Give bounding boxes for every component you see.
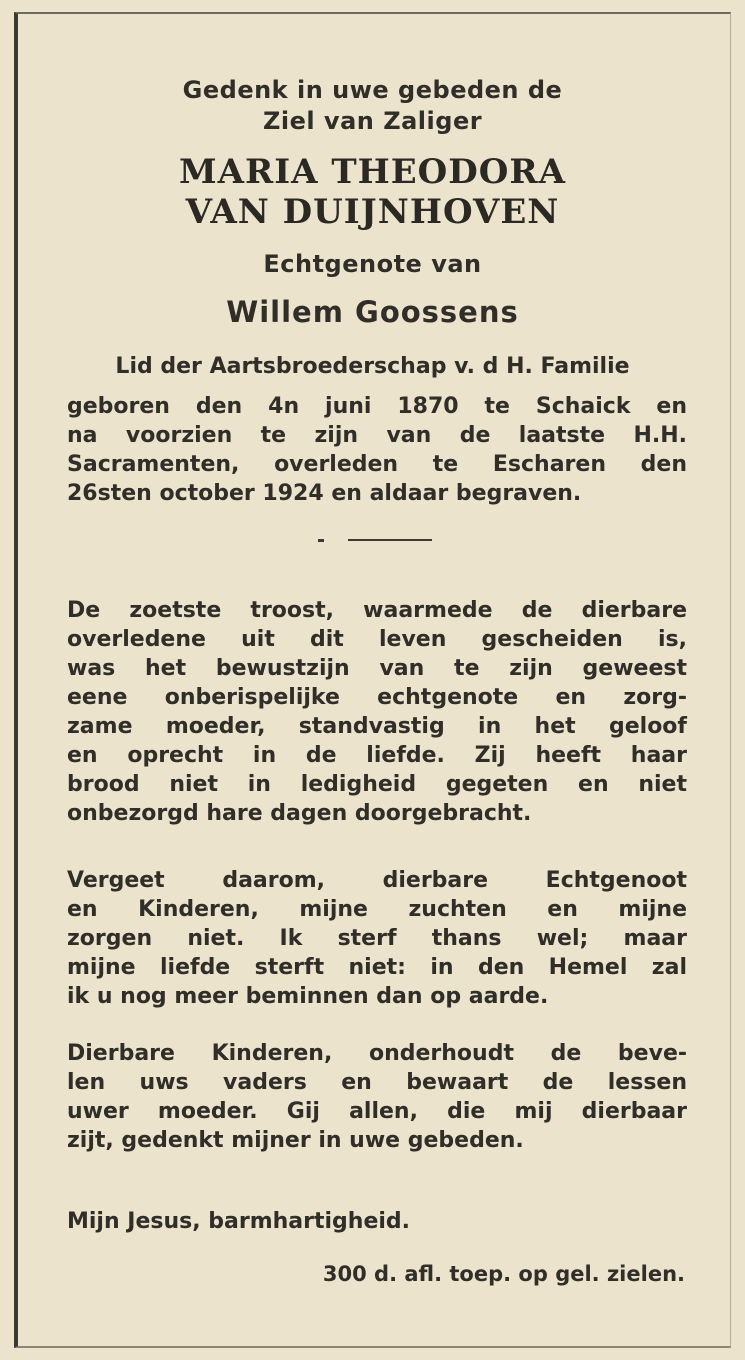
deceased-name-line-2: VAN DUIJNHOVEN [185, 192, 560, 232]
paragraph-line: zorgen niet. Ik sterf thans wel; maar [67, 926, 687, 951]
membership-line: Lid der Aartsbroederschap v. d H. Familie [115, 354, 630, 379]
paragraph-line: en Kinderen, mijne zuchten en mijne [67, 897, 687, 922]
paragraph-1 [67, 596, 687, 828]
paragraph-line: zijt, gedenkt mijner in uwe gebeden. [67, 1128, 524, 1153]
divider [348, 539, 432, 541]
paragraph-line: overledene uit dit leven gescheiden is, [67, 627, 687, 652]
prayer-line: Mijn Jesus, barmhartigheid. [67, 1209, 411, 1234]
bio-line: na voorzien te zijn van de laatste H.H. [67, 423, 687, 448]
spouse-name: Willem Goossens [226, 295, 519, 329]
bio-line: 26sten october 1924 en aldaar begraven. [67, 481, 582, 506]
paragraph-line: ik u nog meer beminnen dan op aarde. [67, 984, 549, 1009]
bio-line: Sacramenten, overleden te Escharen den [67, 452, 687, 477]
paragraph-line: mijne liefde sterft niet: in den Hemel zal [67, 955, 687, 980]
paragraph-line: uwer moeder. Gij allen, die mij dierbaar [67, 1099, 687, 1124]
divider-dot [318, 539, 324, 542]
spouse-intro: Echtgenote van [263, 250, 482, 278]
paragraph-2 [67, 866, 687, 1011]
indulgence-line: 300 d. afl. toep. op gel. zielen. [322, 1262, 685, 1286]
intro-line-2: Ziel van Zaliger [262, 107, 483, 135]
paragraph-line: en oprecht in de liefde. Zij heeft haar [67, 743, 687, 768]
paragraph-line: brood niet in ledigheid gegeten en niet [67, 772, 687, 797]
bio-line: geboren den 4n juni 1870 te Schaick en [67, 394, 687, 419]
paragraph-line: was het bewustzijn van te zijn geweest [67, 656, 687, 681]
paragraph-3 [67, 1039, 687, 1155]
intro-line-1: Gedenk in uwe gebeden de [182, 76, 563, 104]
paragraph-line: Dierbare Kinderen, onderhoudt de beve- [67, 1041, 687, 1066]
paragraph-line: onbezorgd hare dagen doorgebracht. [67, 801, 532, 826]
paragraph-line: len uws vaders en bewaart de lessen [67, 1070, 687, 1095]
paragraph-line: eene onberispelijke echtgenote en zorg- [67, 685, 687, 710]
paragraph-line: zame moeder, standvastig in het geloof [67, 714, 687, 739]
paragraph-line: Vergeet daarom, dierbare Echtgenoot [67, 868, 687, 893]
deceased-name-line-1: MARIA THEODORA [178, 152, 567, 192]
paragraph-line: De zoetste troost, waarmede de dierbare [67, 598, 687, 623]
biography [67, 392, 687, 508]
